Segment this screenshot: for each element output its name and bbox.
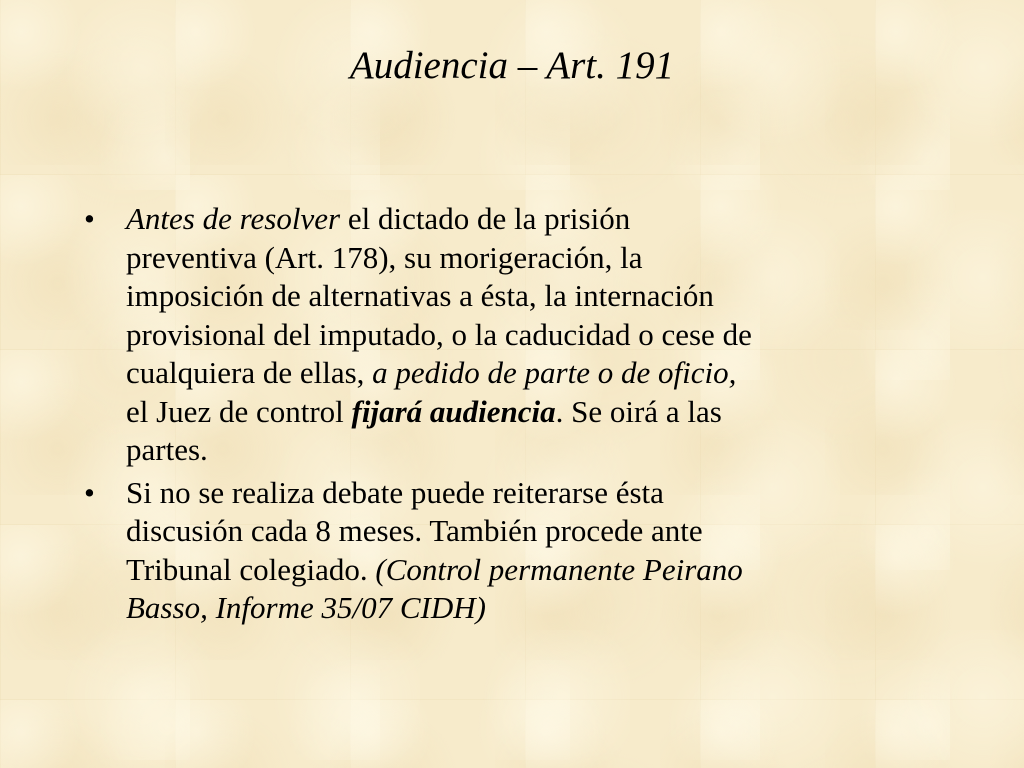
emphasis-text: a pedido de parte o de oficio, (372, 355, 737, 390)
bullet-icon: • (84, 201, 95, 236)
body-text: provisional del imputado, o la caducidad o cese de (126, 316, 752, 352)
body-text: . Se oirá a las (555, 393, 722, 429)
bullet-item-1 (84, 200, 944, 470)
body-text: imposición de alternativas a ésta, la internación (126, 278, 714, 313)
body-text: el dictado de la prisión (340, 201, 631, 236)
body-text: partes. (126, 432, 208, 467)
body-text: preventiva (Art. 178), su morigeración, la (126, 239, 643, 275)
body-text: discusión cada 8 meses. También procede ante (126, 513, 703, 548)
bullet-item-2 (84, 474, 944, 628)
bullet-icon: • (84, 474, 95, 510)
body-text: Tribunal colegiado. (126, 551, 376, 587)
strong-emphasis-text: fijará audiencia (351, 393, 556, 429)
bullet-list (84, 200, 944, 632)
body-text: cualquiera de ellas, (126, 355, 373, 390)
body-text: Si no se realiza debate puede reiterarse ésta (126, 474, 664, 510)
citation-text: (Control permanente Peirano (375, 551, 743, 587)
citation-text: Basso, Informe 35/07 CIDH) (126, 590, 486, 625)
body-text: el Juez de control (126, 393, 352, 429)
slide-title: Audiencia – Art. 191 (349, 44, 675, 87)
emphasis-text: Antes de resolver (126, 201, 341, 236)
